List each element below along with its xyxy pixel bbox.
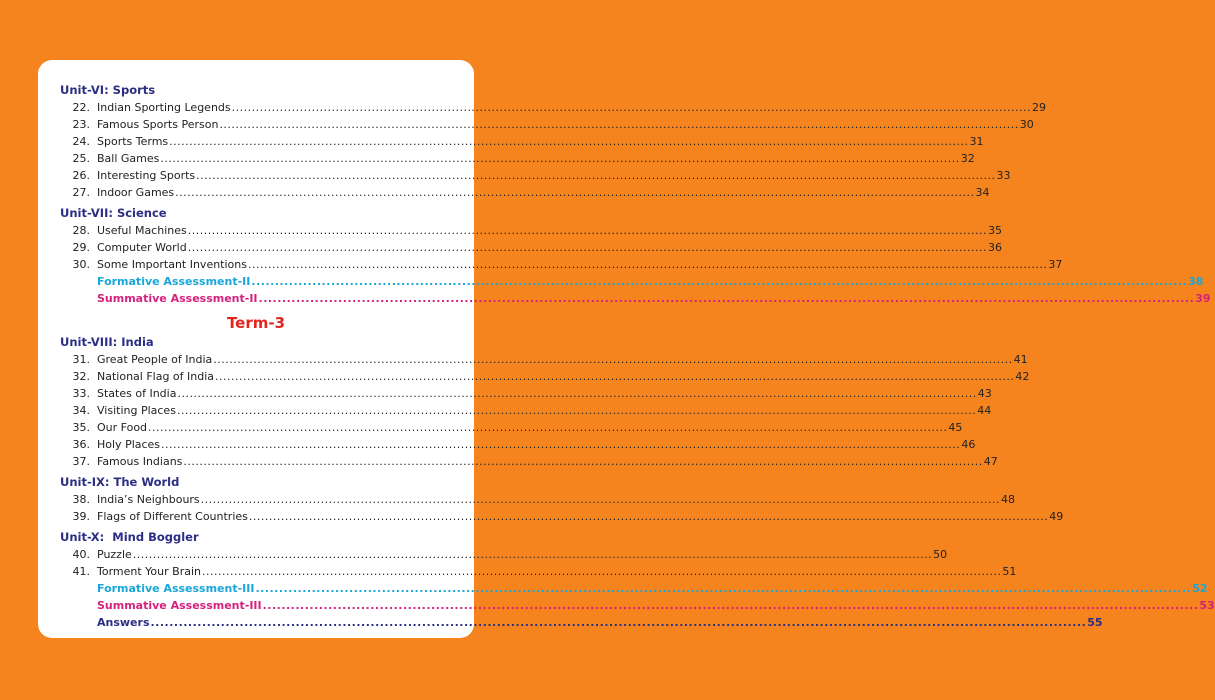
chapter-title: Formative Assessment-III <box>97 582 255 595</box>
toc-entry[interactable] <box>60 597 1215 614</box>
toc-entry[interactable] <box>60 290 1211 307</box>
page-number: 30 <box>1019 118 1034 131</box>
dot-leader: ........................................................................................................................................................................................................ <box>200 493 1000 506</box>
dot-leader: ........................................................................................................................................................................................................ <box>169 135 969 148</box>
unit-heading: Unit-VII: Science <box>60 206 167 220</box>
chapter-title: Useful Machines <box>97 224 187 237</box>
toc-entry[interactable] <box>60 256 1063 273</box>
chapter-number: 38. <box>72 493 90 506</box>
page-number: 55 <box>1087 616 1103 629</box>
chapter-title: Famous Indians <box>97 455 183 468</box>
page-number: 49 <box>1049 510 1064 523</box>
chapter-number: 40. <box>72 548 90 561</box>
page-number: 50 <box>933 548 948 561</box>
toc-entry[interactable] <box>60 508 1064 525</box>
page-number: 53 <box>1199 599 1215 612</box>
chapter-number: 34. <box>72 404 90 417</box>
page-number: 52 <box>1192 582 1208 595</box>
dot-leader: ........................................................................................................................................................................................................ <box>231 101 1031 114</box>
page-number: 43 <box>977 387 992 400</box>
chapter-title: Flags of Different Countries <box>97 510 248 523</box>
chapter-number: 41. <box>72 565 90 578</box>
unit-heading: Unit-X: Mind Boggler <box>60 530 199 544</box>
chapter-title: Indoor Games <box>97 186 175 199</box>
chapter-title: Visiting Places <box>97 404 176 417</box>
chapter-title: Our Food <box>97 421 148 434</box>
chapter-number: 32. <box>72 370 90 383</box>
dot-leader: ........................................................................................................................................................................................................ <box>213 353 1013 366</box>
toc-entry[interactable] <box>60 222 1003 239</box>
page-number: 48 <box>1001 493 1015 506</box>
page-number: 31 <box>969 135 984 148</box>
toc-entry[interactable] <box>60 273 1204 290</box>
chapter-title: Formative Assessment-II <box>97 275 251 288</box>
chapter-title: Summative Assessment-III <box>97 599 262 612</box>
dot-leader: ........................................................................................................................................................................................................ <box>175 186 975 199</box>
term-heading: Term-3 <box>226 314 286 332</box>
dot-leader: ........................................................................................................................................................................................................ <box>219 118 1019 131</box>
dot-leader: ........................................................................................................................................................................................................ <box>160 152 960 165</box>
toc-entry[interactable] <box>60 184 990 201</box>
dot-leader: ........................................................................................................................................................................................................ <box>148 421 948 434</box>
chapter-title: Holy Places <box>97 438 161 451</box>
toc-entry[interactable] <box>60 402 992 419</box>
dot-leader: ........................................................................................................................................................................................................ <box>187 241 988 254</box>
page-number: 34 <box>975 186 990 199</box>
dot-leader: ........................................................................................................................................................................................................ <box>187 224 988 237</box>
dot-leader: ........................................................................................................................................................................................................ <box>255 582 1192 595</box>
toc-entry[interactable] <box>60 385 992 402</box>
chapter-number: 30. <box>72 258 90 271</box>
chapter-title: Summative Assessment-II <box>97 292 258 305</box>
dot-leader: ........................................................................................................................................................................................................ <box>248 258 1048 271</box>
page-number: 32 <box>960 152 975 165</box>
page-number: 39 <box>1195 292 1211 305</box>
page-number: 42 <box>1015 370 1030 383</box>
dot-leader: ........................................................................................................................................................................................................ <box>248 510 1049 523</box>
toc-entry[interactable] <box>60 419 963 436</box>
chapter-title: Great People of India <box>97 353 213 366</box>
page-number: 44 <box>977 404 992 417</box>
chapter-number: 39. <box>72 510 90 523</box>
chapter-number: 37. <box>72 455 90 468</box>
toc-entry[interactable] <box>60 167 1011 184</box>
chapter-number: 36. <box>72 438 90 451</box>
toc-entry[interactable] <box>60 99 1046 116</box>
unit-heading: Unit-IX: The World <box>60 475 180 489</box>
chapter-number: 25. <box>72 152 90 165</box>
chapter-number: 31. <box>72 353 90 366</box>
chapter-number: 35. <box>72 421 90 434</box>
page-number: 36 <box>988 241 1003 254</box>
page-number: 33 <box>996 169 1011 182</box>
page-number: 35 <box>988 224 1003 237</box>
chapter-number: 27. <box>72 186 90 199</box>
dot-leader: ........................................................................................................................................................................................................ <box>251 275 1188 288</box>
dot-leader: ........................................................................................................................................................................................................ <box>262 599 1199 612</box>
dot-leader: ........................................................................................................................................................................................................ <box>258 292 1195 305</box>
page-number: 51 <box>1002 565 1017 578</box>
chapter-number: 24. <box>72 135 90 148</box>
toc-entry[interactable] <box>60 614 1103 631</box>
dot-leader: ........................................................................................................................................................................................................ <box>161 438 961 451</box>
chapter-title: Torment Your Brain <box>97 565 201 578</box>
chapter-title: India’s Neighbours <box>97 493 200 506</box>
chapter-title: Puzzle <box>97 548 132 561</box>
chapter-title: Some Important Inventions <box>97 258 247 271</box>
chapter-number: 23. <box>72 118 90 131</box>
toc-entry[interactable] <box>60 491 1015 508</box>
unit-heading: Unit-VI: Sports <box>60 83 156 97</box>
dot-leader: ........................................................................................................................................................................................................ <box>132 548 933 561</box>
chapter-number: 22. <box>72 101 90 114</box>
dot-leader: ........................................................................................................................................................................................................ <box>196 169 996 182</box>
chapter-title: Sports Terms <box>97 135 169 148</box>
chapter-title: Answers <box>97 616 150 629</box>
page-number: 46 <box>961 438 976 451</box>
toc-entry[interactable] <box>60 453 998 470</box>
chapter-number: 26. <box>72 169 90 182</box>
page-number: 41 <box>1013 353 1028 366</box>
toc-entry[interactable] <box>60 150 975 167</box>
toc-entry[interactable] <box>60 116 1034 133</box>
toc-entry[interactable] <box>60 368 1030 385</box>
page-number: 47 <box>983 455 998 468</box>
page-number: 29 <box>1031 101 1046 114</box>
toc-entry[interactable] <box>60 563 1017 580</box>
toc-entry[interactable] <box>60 239 1003 256</box>
toc-entry[interactable] <box>60 133 984 150</box>
chapter-title: Interesting Sports <box>97 169 196 182</box>
dot-leader: ........................................................................................................................................................................................................ <box>176 404 977 417</box>
toc-entry[interactable] <box>60 436 976 453</box>
dot-leader: ........................................................................................................................................................................................................ <box>150 616 1087 629</box>
dot-leader: ........................................................................................................................................................................................................ <box>215 370 1015 383</box>
chapter-title: Famous Sports Person <box>97 118 219 131</box>
toc-entry[interactable] <box>60 546 948 563</box>
chapter-title: Indian Sporting Legends <box>97 101 231 114</box>
toc-entry[interactable] <box>60 351 1028 368</box>
chapter-title: Computer World <box>97 241 187 254</box>
chapter-number: 33. <box>72 387 90 400</box>
page-number: 45 <box>948 421 963 434</box>
dot-leader: ........................................................................................................................................................................................................ <box>202 565 1002 578</box>
chapter-title: National Flag of India <box>97 370 215 383</box>
page-number: 38 <box>1188 275 1204 288</box>
dot-leader: ........................................................................................................................................................................................................ <box>177 387 977 400</box>
toc-entry[interactable] <box>60 580 1208 597</box>
chapter-title: Ball Games <box>97 152 160 165</box>
table-of-contents <box>38 60 1215 638</box>
chapter-number: 28. <box>72 224 90 237</box>
unit-heading: Unit-VIII: India <box>60 335 154 349</box>
dot-leader: ........................................................................................................................................................................................................ <box>183 455 983 468</box>
chapter-number: 29. <box>72 241 90 254</box>
chapter-title: States of India <box>97 387 177 400</box>
page-number: 37 <box>1048 258 1063 271</box>
